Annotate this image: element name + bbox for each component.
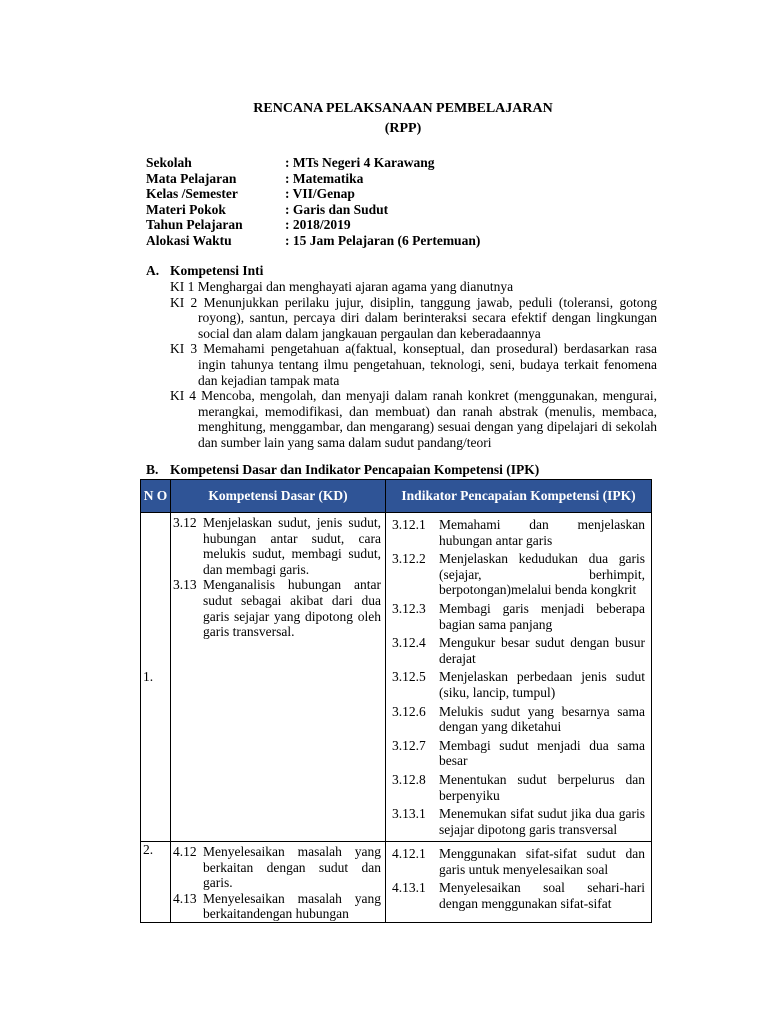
ipk-code: 3.12.2 (392, 551, 426, 567)
ipk-code: 3.12.7 (392, 737, 426, 753)
ipk-text: Membagi garis menjadi beberapa bagian sama panjang (439, 600, 645, 632)
ipk-code: 4.12.1 (392, 846, 426, 861)
ipk-text: Menemukan sifat sudut jika dua garis sejajar dipotong garis transversal (439, 806, 645, 837)
section-title: Kompetensi Inti (170, 263, 264, 278)
ipk-text: Menjelaskan perbedaan jenis sudut (siku, lancip, tumpul) (439, 669, 645, 700)
ki-item: KI 2 Menunjukkan perilaku jujur, disiplin, tanggung jawab, peduli (toleransi, gotong royong), santun, percaya diri dalam berinteraksi secara efektif dengan lingkungan social dan alam dalam jangkauan pergaulan dan keberadaannya (170, 294, 657, 341)
ipk-item (392, 517, 645, 548)
ipk-item (392, 635, 645, 666)
table-row (141, 842, 652, 923)
info-row-topic (146, 202, 480, 218)
ki-item: KI 3 Memahami pengetahuan a(faktual, konseptual, dan prosedural) berdasarkan rasa ingin tahunya tentang ilmu pengetahuan, teknologi, seni, budaya terkait fenomena dan kejadian tampak mata (170, 341, 657, 388)
ipk-list (386, 842, 651, 911)
ipk-text: Menentukan sudut berpelurus dan berpenyiku (439, 771, 645, 803)
document-subtitle: (RPP) (384, 121, 422, 136)
info-row-year (146, 217, 480, 233)
ipk-item (392, 601, 645, 632)
info-row-school (146, 155, 480, 171)
kd-item (171, 577, 385, 639)
ipk-code: 3.12.3 (392, 600, 426, 616)
info-row-subject (146, 171, 480, 187)
ipk-text: Memahami dan menjelaskan hubungan antar garis (439, 517, 645, 548)
ipk-item (392, 806, 645, 837)
kd-code: 4.13 (173, 890, 197, 906)
kd-text: Menjelaskan sudut, jenis sudut, hubungan antar sudut, cara melukis sudut, membagi sudut, dan membagi garis. (203, 515, 381, 577)
kd-code: 4.12 (173, 844, 197, 859)
ipk-code: 3.12.5 (392, 669, 426, 685)
header-kd: Kompetensi Dasar (KD) (171, 480, 386, 513)
section-a-heading (146, 263, 263, 279)
ipk-code: 4.13.1 (392, 880, 426, 896)
info-label: Kelas /Semester (146, 186, 238, 201)
kd-code: 3.13 (173, 577, 197, 593)
row-number-cell (141, 513, 171, 842)
info-label: Sekolah (146, 155, 192, 170)
ipk-item (392, 738, 645, 769)
ipk-code: 3.12.8 (392, 771, 426, 787)
info-label: Materi Pokok (146, 201, 226, 217)
core-competence-list (170, 279, 657, 451)
header-ipk: Indikator Pencapaian Kompetensi (IPK) (386, 480, 652, 513)
ipk-item (392, 846, 645, 877)
info-value: : 2018/2019 (285, 217, 351, 232)
ipk-text: Membagi sudut menjadi dua sama besar (439, 737, 645, 769)
kd-text: Menganalisis hubungan antar sudut sebagai akibat dari dua garis sejajar yang dipotong oleh garis transversal. (203, 577, 381, 640)
header-no: N O (141, 480, 171, 513)
kd-item (171, 515, 385, 577)
ipk-cell (386, 513, 652, 842)
info-label: Alokasi Waktu (146, 232, 232, 248)
ipk-text: Menggunakan sifat-sifat sudut dan garis untuk menyelesaikan soal (439, 846, 645, 877)
ki-item: KI 1 Menghargai dan menghayati ajaran agama yang dianutnya (170, 279, 514, 294)
row-number: 2. (143, 842, 154, 857)
ipk-text: Menyelesaikan soal sehari-hari dengan menggunakan sifat-sifat (439, 880, 645, 911)
kd-code: 3.12 (173, 515, 197, 530)
info-row-class (146, 186, 480, 202)
section-letter: A. (146, 263, 160, 278)
kd-text: Menyelesaikan masalah yang berkaitandengan hubungan (203, 890, 381, 922)
info-row-time (146, 233, 480, 249)
ipk-code: 3.13.1 (392, 806, 426, 822)
kd-item (171, 891, 385, 922)
info-label: Tahun Pelajaran (146, 217, 243, 232)
info-value: : VII/Genap (285, 186, 355, 201)
info-value: : MTs Negeri 4 Karawang (285, 155, 435, 170)
row-number-cell (141, 842, 171, 923)
kd-item (171, 844, 385, 891)
identity-block (146, 155, 480, 248)
kd-cell (171, 513, 386, 842)
ipk-item (392, 772, 645, 803)
document-title: RENCANA PELAKSANAAN PEMBELAJARAN (253, 101, 553, 116)
ipk-item (392, 669, 645, 700)
competence-table (140, 479, 652, 923)
ipk-text: Menjelaskan kedudukan dua garis (sejajar, berhimpit, berpotongan)melalui benda kongkrit (439, 551, 645, 598)
ipk-code: 3.12.6 (392, 703, 426, 719)
ipk-code: 3.12.1 (392, 517, 426, 532)
ipk-list (386, 513, 651, 837)
info-value: : Garis dan Sudut (285, 201, 389, 217)
kd-text: Menyelesaikan masalah yang berkaitan dengan sudut dan garis. (203, 844, 381, 891)
section-letter: B. (146, 462, 159, 477)
ipk-cell (386, 842, 652, 923)
ipk-text: Melukis sudut yang besarnya sama dengan yang diketahui (439, 703, 645, 735)
info-value: : 15 Jam Pelajaran (6 Pertemuan) (285, 232, 481, 248)
section-title: Kompetensi Dasar dan Indikator Pencapaian Kompetensi (IPK) (170, 462, 540, 477)
row-number: 1. (143, 669, 154, 685)
kd-cell (171, 842, 386, 923)
info-label: Mata Pelajaran (146, 170, 237, 186)
ipk-code: 3.12.4 (392, 635, 426, 651)
ipk-item (392, 704, 645, 735)
section-b-heading (146, 462, 539, 478)
table-row (141, 513, 652, 842)
ipk-item (392, 880, 645, 911)
table-header-row (141, 480, 652, 513)
ki-item: KI 4 Mencoba, mengolah, dan menyaji dalam ranah konkret (menggunakan, mengurai, merangkai, memodifikasi, dan membuat) dan ranah abstrak (menulis, membaca, menghitung, menggambar, dan mengarang) sesuai dengan yang dipelajari di sekolah dan sumber lain yang sama dalam sudut pandang/teori (170, 388, 657, 450)
info-value: : Matematika (285, 170, 364, 186)
ipk-item (392, 551, 645, 598)
ipk-text: Mengukur besar sudut dengan busur derajat (439, 635, 645, 666)
